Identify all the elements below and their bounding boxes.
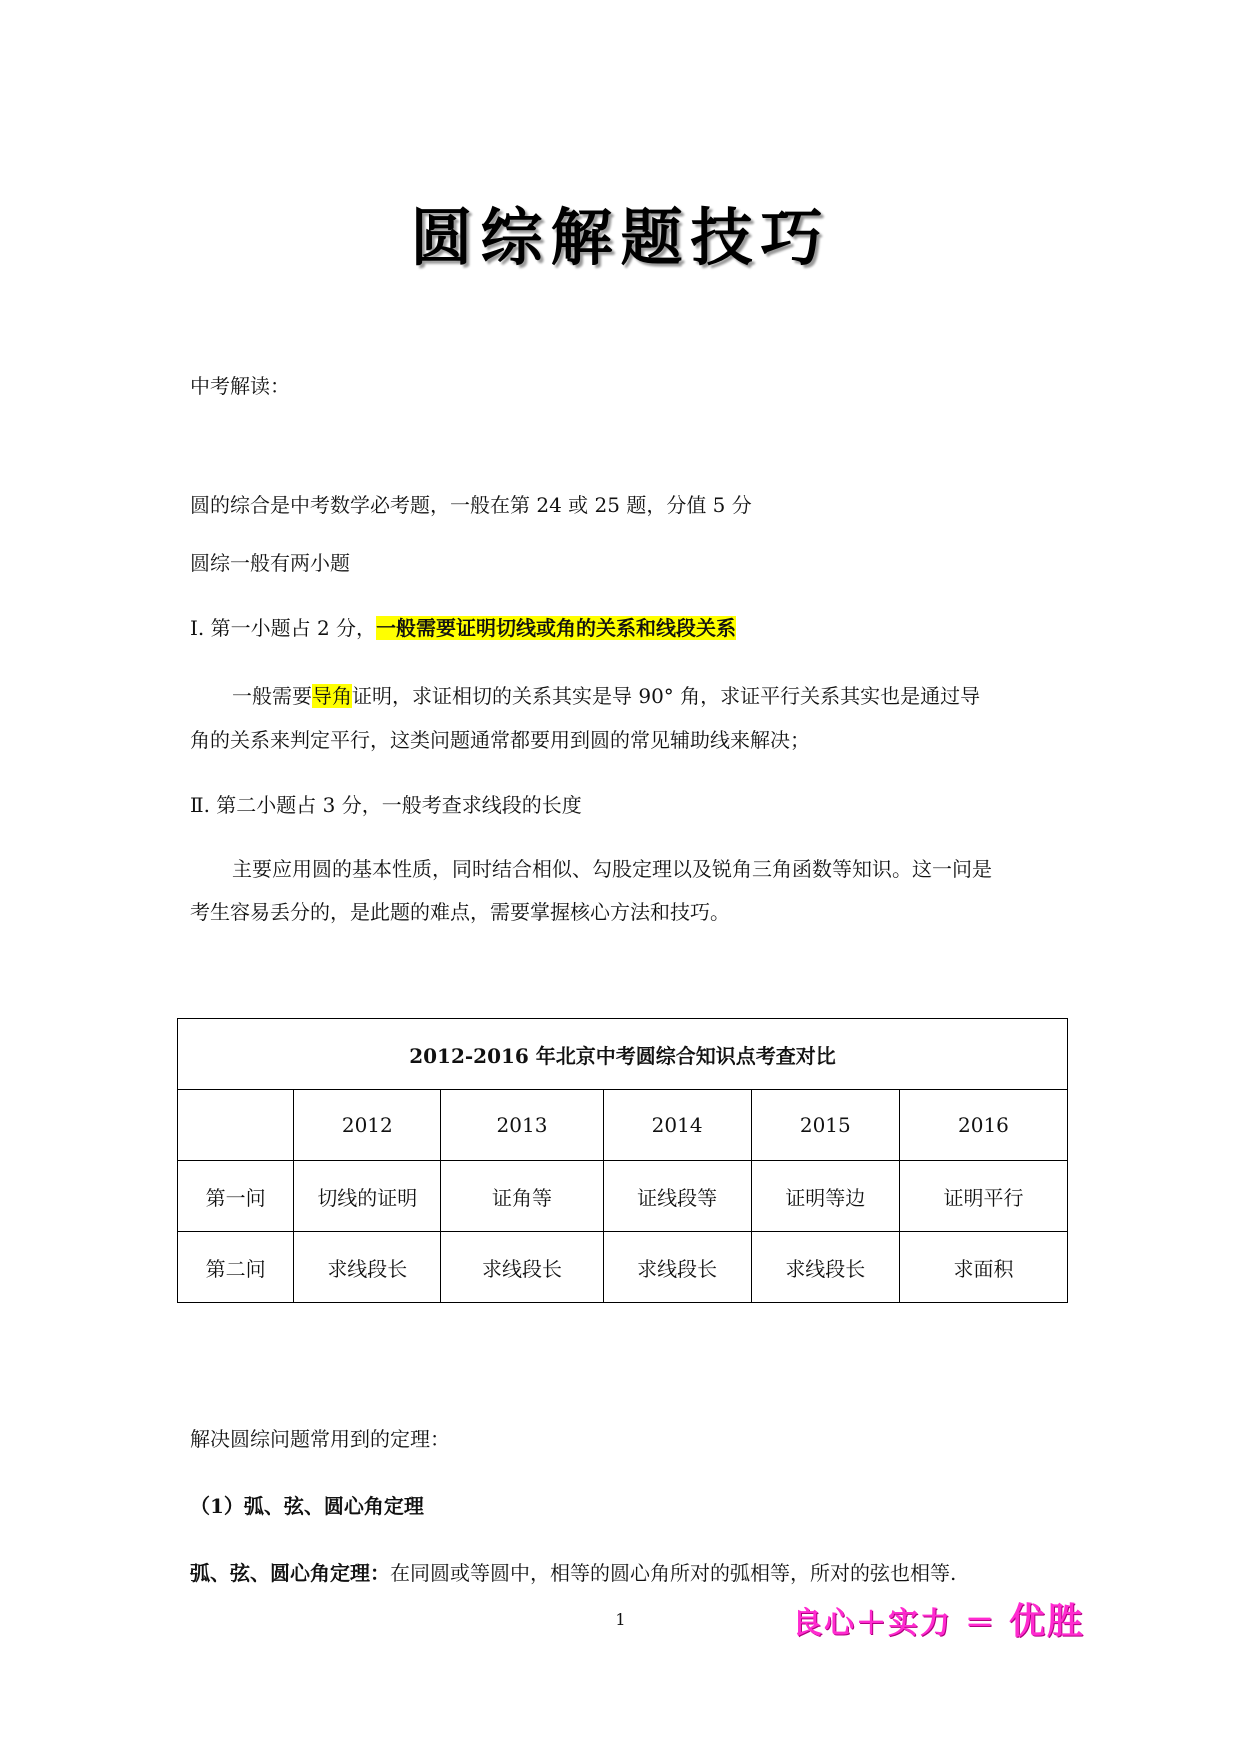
- table-caption: 2012-2016 年北京中考圆综合知识点考查对比: [178, 1019, 1068, 1090]
- page-title: 圆综解题技巧: [410, 201, 831, 274]
- table-cell: 证明平行: [899, 1161, 1067, 1232]
- table-cell: 求线段长: [751, 1232, 899, 1303]
- table-cell: 证明等边: [751, 1161, 899, 1232]
- table-cell: 求线段长: [294, 1232, 441, 1303]
- q1-detail-highlight: 导角: [312, 684, 352, 708]
- table-year-cell: 2013: [441, 1090, 603, 1161]
- paragraph-two-questions: 圆综一般有两小题: [190, 551, 350, 575]
- table-row-label: 第一问: [178, 1161, 294, 1232]
- table-year-cell: 2012: [294, 1090, 441, 1161]
- table-cell: 求面积: [899, 1232, 1067, 1303]
- q1-detail-middle: 证明，求证相切的关系其实是导 90° 角，求证平行关系其实也是通过导: [352, 684, 981, 708]
- question-two-line: Ⅱ. 第二小题占 3 分，一般考查求线段的长度: [190, 793, 582, 817]
- q1-detail-start: 一般需要: [232, 684, 312, 708]
- q1-detail-end: 角的关系来判定平行，这类问题通常都要用到圆的常见辅助线来解决；: [190, 728, 810, 752]
- table-cell: 求线段长: [441, 1232, 603, 1303]
- table-year-cell: 2016: [899, 1090, 1067, 1161]
- question-one-line: [190, 614, 736, 642]
- slogan-stamp: [792, 1593, 1085, 1644]
- theorem-one-text: 在同圆或等圆中，相等的圆心角所对的弧相等，所对的弦也相等.: [390, 1561, 957, 1585]
- table-row: [178, 1161, 1068, 1232]
- table-caption-row: [178, 1019, 1068, 1090]
- theorem-one-heading: （1）弧、弦、圆心角定理: [190, 1494, 424, 1518]
- table-corner-cell: [178, 1090, 294, 1161]
- table-row-label: 第二问: [178, 1232, 294, 1303]
- page-number: 1: [615, 1610, 626, 1629]
- theorem-one-name: 弧、弦、圆心角定理：: [190, 1561, 390, 1585]
- theorem-one-line: [190, 1559, 956, 1587]
- paragraph-exam-info: 圆的综合是中考数学必考题，一般在第 24 或 25 题，分值 5 分: [190, 493, 752, 517]
- comparison-table: [177, 1018, 1068, 1303]
- table-cell: 切线的证明: [294, 1161, 441, 1232]
- table-header-row: [178, 1090, 1068, 1161]
- table-cell: 求线段长: [603, 1232, 751, 1303]
- slogan-stamp-small: 良心＋实力 ＝: [792, 1606, 1009, 1641]
- table-year-cell: 2015: [751, 1090, 899, 1161]
- table-row: [178, 1232, 1068, 1303]
- q2-detail-start: 主要应用圆的基本性质，同时结合相似、勾股定理以及锐角三角函数等知识。这一问是: [232, 857, 992, 881]
- question-one-detail: [190, 682, 1060, 710]
- theorems-label: 解决圆综问题常用到的定理：: [190, 1427, 450, 1451]
- question-one-prefix: Ⅰ. 第一小题占 2 分，: [190, 616, 377, 640]
- table-cell: 证线段等: [603, 1161, 751, 1232]
- table-year-cell: 2014: [603, 1090, 751, 1161]
- intro-label: 中考解读：: [190, 374, 290, 398]
- question-one-highlight: 一般需要证明切线或角的关系和线段关系: [376, 616, 737, 640]
- slogan-stamp-big: 优胜: [1008, 1600, 1085, 1642]
- q2-detail-end: 考生容易丢分的，是此题的难点，需要掌握核心方法和技巧。: [190, 900, 730, 924]
- table-cell: 证角等: [441, 1161, 603, 1232]
